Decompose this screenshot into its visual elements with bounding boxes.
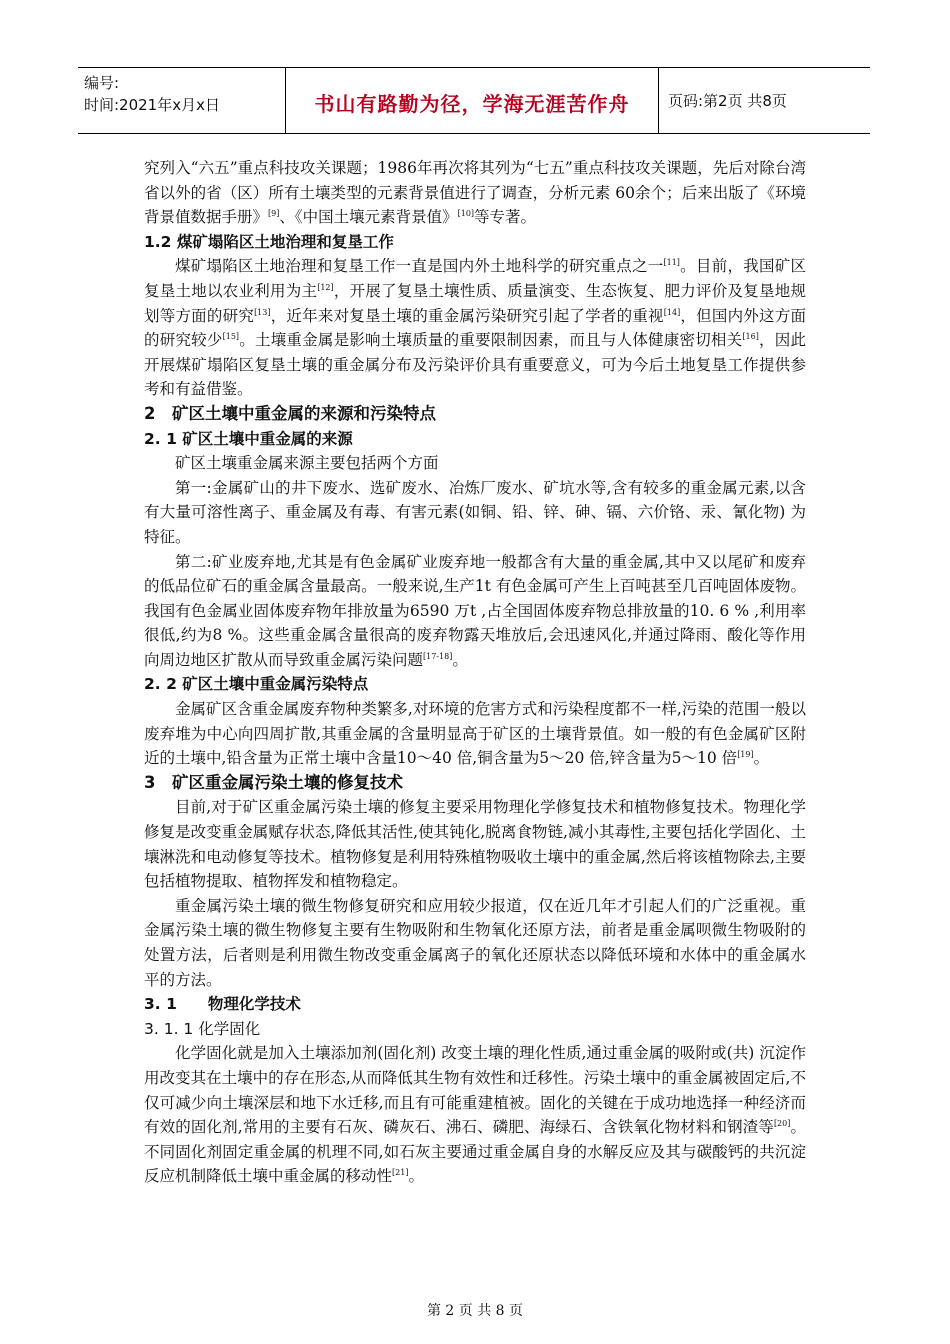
paragraph-text: 、《中国土壤元素背景值》 [279, 208, 458, 227]
body-paragraph [144, 697, 806, 771]
header-divider [658, 68, 659, 133]
section-heading [144, 402, 806, 427]
body-paragraph [144, 156, 806, 230]
paragraph-text: ，近年来对复垦土壤的重金属污染研究引起了学者的重视 [270, 306, 664, 325]
citation-ref: [14] [663, 307, 681, 317]
body-paragraph [144, 476, 806, 550]
paragraph-text: 。土壤重金属是影响土壤质量的重要限制因素，而且与人体健康密切相关 [239, 331, 743, 350]
section-heading [144, 1017, 806, 1042]
paragraph-text: 第二:矿业废弃地,尤其是有色金属矿业废弃地一般都含有大量的重金属,其中又以尾矿和废弃的低品位矿石的重金属含量最高。一般来说,生产1t 有色金属可产生上百吨甚至几百吨固体废物。我国有色金属业固体废弃物年排放量为6590 万t ,占全国固体废弃物总排放量的10. 6 % ,利用率很低,约为8 %。这些重金属含量很高的废弃物露天堆放后,会迅速风化,并通过降雨、酸化等作用向周边地区扩散从而导致重金属污染问题 [144, 552, 806, 669]
header-motto: 书山有路勤为径，学海无涯苦作舟 [314, 92, 630, 116]
header-page-label: 页码:第2页 共8页 [668, 92, 787, 110]
doc-number-label: 编号: [84, 74, 120, 92]
section-heading [144, 992, 806, 1017]
citation-ref: [13] [254, 307, 271, 317]
paragraph-text: 金属矿区含重金属废弃物种类繁多,对环境的危害方式和污染程度都不一样,污染的范围一般以废弃堆为中心向四周扩散,其重金属的含量明显高于矿区的土壤背景值。如一般的有色金属矿区附近的土壤中,铅含量为正常土壤中含量10～40 倍,铜含量为5～20 倍,锌含量为5～10 倍 [144, 700, 806, 768]
body-paragraph [144, 894, 806, 992]
paragraph-text: 3. 1. 1 化学固化 [144, 1019, 261, 1038]
paragraph-text: 。 [753, 749, 770, 768]
citation-ref: [20] [773, 1119, 791, 1129]
citation-ref: [12] [317, 282, 334, 292]
paragraph-text: 重金属污染土壤的微生物修复研究和应用较少报道，仅在近几年才引起人们的广泛重视。重金属污染土壤的微生物修复主要有生物吸附和生物氧化还原方法，前者是重金属呗微生物吸附的处置方法，后者则是利用微生物改变重金属离子的氧化还原状态以降低环境和水体中的重金属水平的方法。 [144, 896, 806, 989]
header-meta [84, 72, 220, 116]
body-paragraph [144, 254, 806, 402]
paragraph-text: 。 [452, 650, 468, 669]
paragraph-text: 究列入“六五”重点科技攻关课题；1986年再次将其列为“七五”重点科技攻关课题，先后对除台湾省以外的省（区）所有土壤类型的元素背景值进行了调查，分析元素 60余个；后来出版了《环境背景值数据手册》 [144, 159, 806, 227]
citation-ref: [21] [392, 1168, 409, 1178]
paragraph-text: ，开展了复垦土壤性质、质量演变、生态恢复、肥力评价及复垦地规划等方面的研究 [144, 281, 806, 325]
paragraph-text: ，但国内外这方面的研究较少 [144, 306, 806, 350]
paragraph-text: 目前,对于矿区重金属污染土壤的修复主要采用物理化学修复技术和植物修复技术。物理化学修复是改变重金属赋存状态,降低其活性,使其钝化,脱离食物链,减小其毒性,主要包括化学固化、土壤淋洗和电动修复等技术。植物修复是利用特殊植物吸收土壤中的重金属,然后将该植物除去,主要包括植物提取、植物挥发和植物稳定。 [144, 798, 806, 891]
paragraph-text: 第一:金属矿山的井下废水、选矿废水、冶炼厂废水、矿坑水等,含有较多的重金属元素,以含有大量可溶性离子、重金属及有毒、有害元素(如铜、铅、锌、砷、镉、六价铬、汞、氰化物) 为特征。 [144, 478, 806, 546]
citation-ref: [15] [222, 332, 240, 342]
paragraph-text: 3 矿区重金属污染土壤的修复技术 [144, 772, 403, 792]
paragraph-text: 。目前，我国矿区复垦土地以农业利用为主 [144, 257, 806, 300]
time-label: 时间:2021年x月x日 [84, 96, 220, 114]
section-heading [144, 771, 806, 796]
citation-ref: [11] [663, 258, 680, 268]
citation-ref: [10] [457, 209, 475, 219]
section-heading [144, 427, 806, 452]
section-heading [144, 672, 806, 697]
citation-ref: [9] [268, 209, 280, 219]
citation-ref: [17-18] [423, 651, 453, 661]
paragraph-text: 2. 1 矿区土壤中重金属的来源 [144, 429, 353, 448]
paragraph-text: 2 矿区土壤中重金属的来源和污染特点 [144, 403, 436, 423]
body-paragraph [144, 1041, 806, 1189]
paragraph-text: ，因此开展煤矿塌陷区复垦土壤的重金属分布及污染评价具有重要意义，可为今后土地复垦工作提供参考和有益借鉴。 [144, 331, 806, 399]
paragraph-text: 。不同固化剂固定重金属的机理不同,如石灰主要通过重金属自身的水解反应及其与碳酸钙的共沉淀反应机制降低土壤中重金属的移动性 [144, 1118, 806, 1186]
paragraph-text: 3. 1 物理化学技术 [144, 995, 301, 1014]
paragraph-text: 煤矿塌陷区土地治理和复垦工作一直是国内外土地科学的研究重点之一 [175, 257, 664, 276]
paragraph-text: 化学固化就是加入土壤添加剂(固化剂) 改变土壤的理化性质,通过重金属的吸附或(共) 沉淀作用改变其在土壤中的存在形态,从而降低其生物有效性和迁移性。污染土壤中的重金属被固定后,不仅可减少向土壤深层和地下水迁移,而且有可能重建植被。固化的关键在于成功地选择一种经济而有效的固化剂,常用的主要有石灰、磷灰石、沸石、磷肥、海绿石、含铁氧化物材料和钢渣等 [144, 1044, 806, 1137]
page-header [78, 67, 870, 134]
citation-ref: [16] [742, 332, 759, 342]
paragraph-text: 矿区土壤重金属来源主要包括两个方面 [175, 454, 439, 473]
paragraph-text: 等专著。 [474, 208, 537, 227]
body-paragraph [144, 795, 806, 893]
paragraph-text: 。 [408, 1167, 424, 1186]
section-heading [144, 230, 806, 255]
document-body [144, 156, 806, 1189]
body-paragraph [144, 451, 806, 476]
paragraph-text: 2. 2 矿区土壤中重金属污染特点 [144, 675, 369, 694]
paragraph-text: 1.2 煤矿塌陷区土地治理和复垦工作 [144, 232, 394, 251]
citation-ref: [19] [737, 750, 754, 760]
page-footer: 第 2 页 共 8 页 [426, 1303, 524, 1319]
body-paragraph [144, 550, 806, 673]
